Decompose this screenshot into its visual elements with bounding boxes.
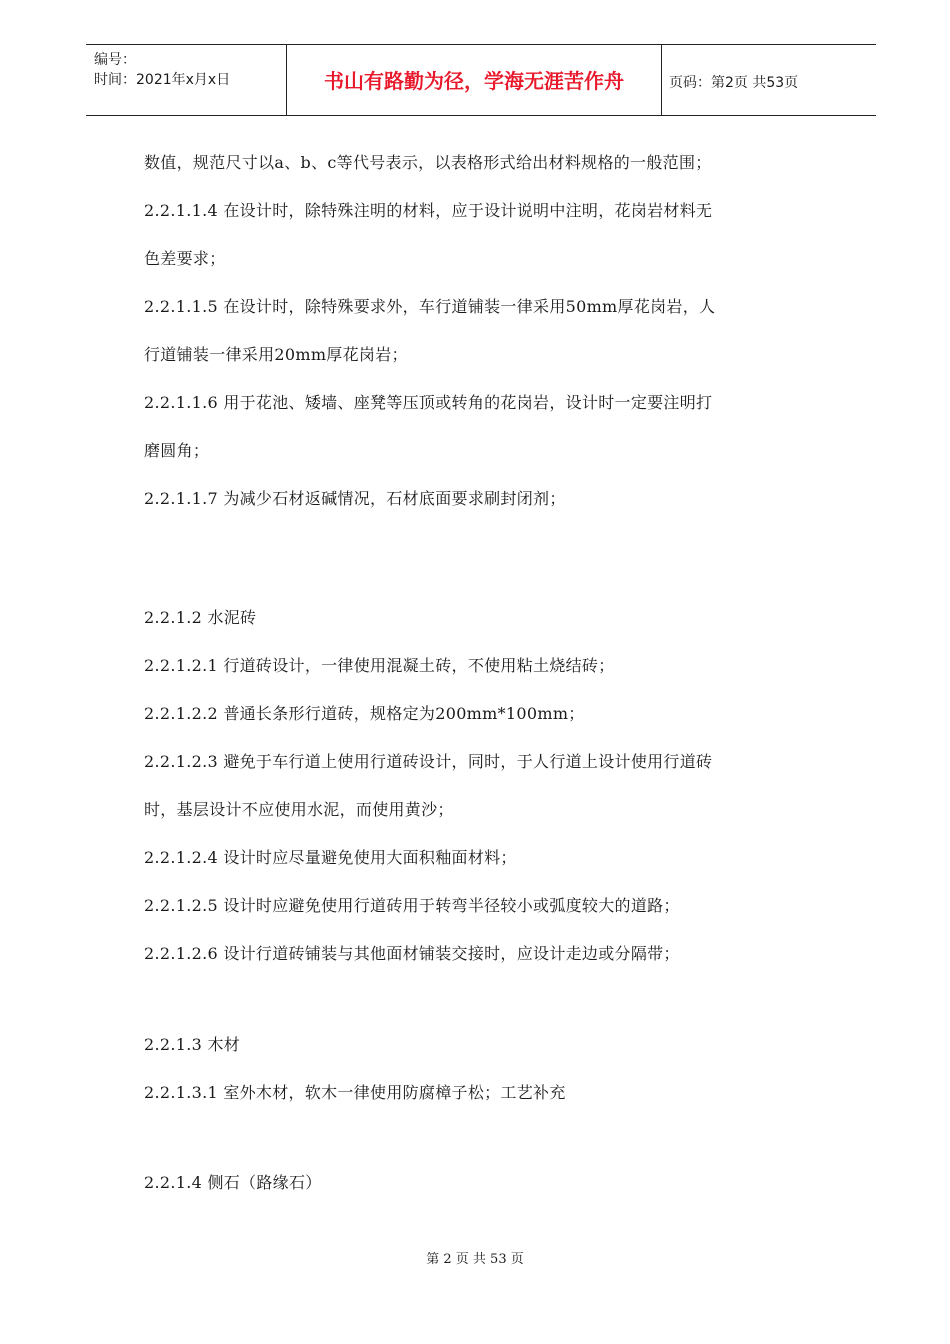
paragraph-line: 数值，规范尺寸以a、b、c等代号表示，以表格形式给出材料规格的一般范围； xyxy=(144,153,712,172)
header-motto-cell xyxy=(286,45,662,115)
header-page-cell xyxy=(661,45,876,115)
clause-2-2-1-1-5: 2.2.1.1.5 在设计时，除特殊要求外，车行道铺装一律采用50mm厚花岗岩，人 xyxy=(144,297,716,316)
motto-text: 书山有路勤为径，学海无涯苦作舟 xyxy=(324,69,624,93)
header-page-number: 页码：第2页 共53页 xyxy=(669,75,799,91)
clause-2-2-1-1-6: 2.2.1.1.6 用于花池、矮墙、座凳等压顶或转角的花岗岩，设计时一定要注明打 xyxy=(144,393,713,412)
section-heading-wood: 2.2.1.3 木材 xyxy=(144,1035,241,1054)
clause-2-2-1-2-2: 2.2.1.2.2 普通长条形行道砖，规格定为200mm*100mm； xyxy=(144,704,585,723)
section-heading-cement-brick: 2.2.1.2 水泥砖 xyxy=(144,608,257,627)
header-meta xyxy=(86,45,286,115)
clause-2-2-1-1-7: 2.2.1.1.7 为减少石材返碱情况，石材底面要求刷封闭剂； xyxy=(144,489,566,508)
paragraph-line: 时，基层设计不应使用水泥，而使用黄沙； xyxy=(144,800,454,819)
page-footer: 第 2 页 共 53 页 xyxy=(426,1252,524,1267)
paragraph-line: 色差要求； xyxy=(144,249,226,268)
clause-2-2-1-2-6: 2.2.1.2.6 设计行道砖铺装与其他面材铺装交接时，应设计走边或分隔带； xyxy=(144,944,680,963)
clause-2-2-1-1-4: 2.2.1.1.4 在设计时，除特殊注明的材料，应于设计说明中注明，花岗岩材料无 xyxy=(144,201,713,220)
document-date: 时间：2021年x月x日 xyxy=(94,72,231,88)
page-header xyxy=(86,44,876,116)
clause-2-2-1-3-1: 2.2.1.3.1 室外木材，软木一律使用防腐樟子松；工艺补充 xyxy=(144,1083,566,1102)
clause-2-2-1-2-4: 2.2.1.2.4 设计时应尽量避免使用大面积釉面材料； xyxy=(144,848,517,867)
document-number: 编号： xyxy=(94,52,136,68)
clause-2-2-1-2-5: 2.2.1.2.5 设计时应避免使用行道砖用于转弯半径较小或弧度较大的道路； xyxy=(144,896,680,915)
section-heading-curb-stone: 2.2.1.4 侧石（路缘石） xyxy=(144,1173,322,1192)
clause-2-2-1-2-3: 2.2.1.2.3 避免于车行道上使用行道砖设计，同时，于人行道上设计使用行道砖 xyxy=(144,752,713,771)
paragraph-line: 行道铺装一律采用20mm厚花岗岩； xyxy=(144,345,408,364)
clause-2-2-1-2-1: 2.2.1.2.1 行道砖设计，一律使用混凝土砖，不使用粘土烧结砖； xyxy=(144,656,615,675)
paragraph-line: 磨圆角； xyxy=(144,441,210,460)
